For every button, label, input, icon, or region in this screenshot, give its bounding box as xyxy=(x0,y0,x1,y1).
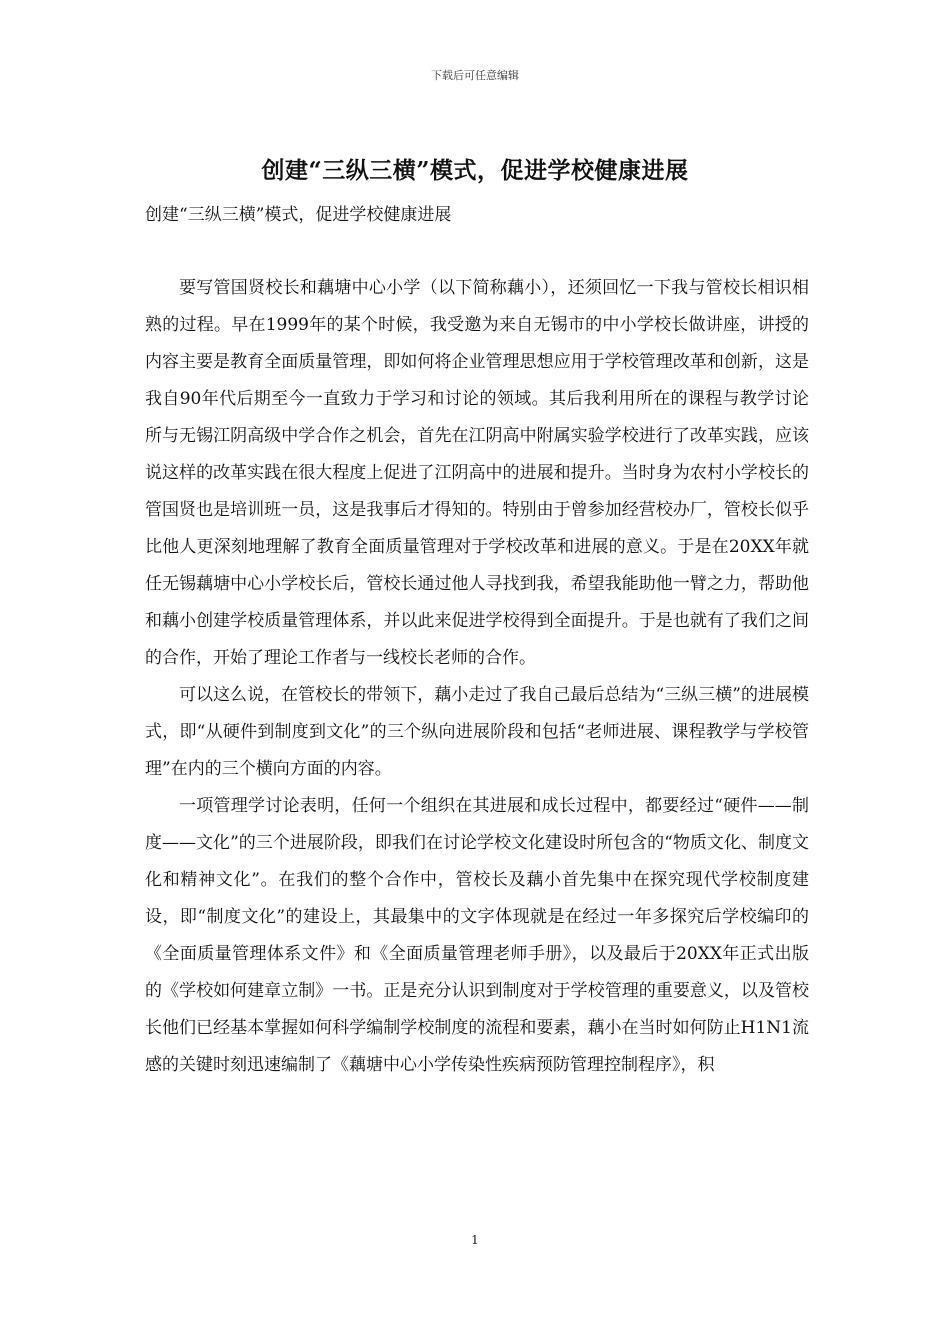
document-title: 创建“三纵三横”模式，促进学校健康进展 xyxy=(261,157,689,184)
body-paragraph: 可以这么说，在管校长的带领下，藕小走过了我自己最后总结为“三纵三横”的进展模式，即“从硬件到制度到文化”的三个纵向进展阶段和包括“老师进展、课程教学与学校管理”在内的三个横向方面的内容。 xyxy=(145,685,809,779)
page-header-note: 下载后可任意编辑 xyxy=(431,69,519,82)
body-paragraph: 一项管理学讨论表明，任何一个组织在其进展和成长过程中，都要经过“硬件——制度——文化”的三个进展阶段，即我们在讨论学校文化建设时所包含的“物质文化、制度文化和精神文化”。在我们的整个合作中，管校长及藕小首先集中在探究现代学校制度建设，即“制度文化”的建设上，其最集中的文字体现就是在经过一年多探究后学校编印的《全面质量管理体系文件》和《全面质量管理老师手册》，以及最后于20XX年正式出版的《学校如何建章立制》一书。正是充分认识到制度对于学校管理的重要意义，以及管校长他们已经基本掌握如何科学编制学校制度的流程和要素，藕小在当时如何防止H1N1流感的关键时刻迅速编制了《藕塘中心小学传染性疾病预防管理控制程序》，积 xyxy=(145,796,809,1075)
document-body xyxy=(145,270,809,1084)
document-subtitle: 创建“三纵三横”模式，促进学校健康进展 xyxy=(145,205,452,225)
body-paragraph: 要写管国贤校长和藕塘中心小学（以下简称藕小），还须回忆一下我与管校长相识相熟的过程。早在1999年的某个时候，我受邀为来自无锡市的中小学校长做讲座，讲授的内容主要是教育全面质量管理，即如何将企业管理思想应用于学校管理改革和创新，这是我自90年代后期至今一直致力于学习和讨论的领域。其后我利用所在的课程与教学讨论所与无锡江阴高级中学合作之机会，首先在江阴高中附属实验学校进行了改革实践，应该说这样的改革实践在很大程度上促进了江阴高中的进展和提升。当时身为农村小学校长的管国贤也是培训班一员，这是我事后才得知的。特别由于曾参加经营校办厂，管校长似乎比他人更深刻地理解了教育全面质量管理对于学校改革和进展的意义。于是在20XX年就任无锡藕塘中心小学校长后，管校长通过他人寻找到我，希望我能助他一臂之力，帮助他和藕小创建学校质量管理体系，并以此来促进学校得到全面提升。于是也就有了我们之间的合作，开始了理论工作者与一线校长老师的合作。 xyxy=(145,278,809,668)
page-number: 1 xyxy=(471,1233,479,1247)
